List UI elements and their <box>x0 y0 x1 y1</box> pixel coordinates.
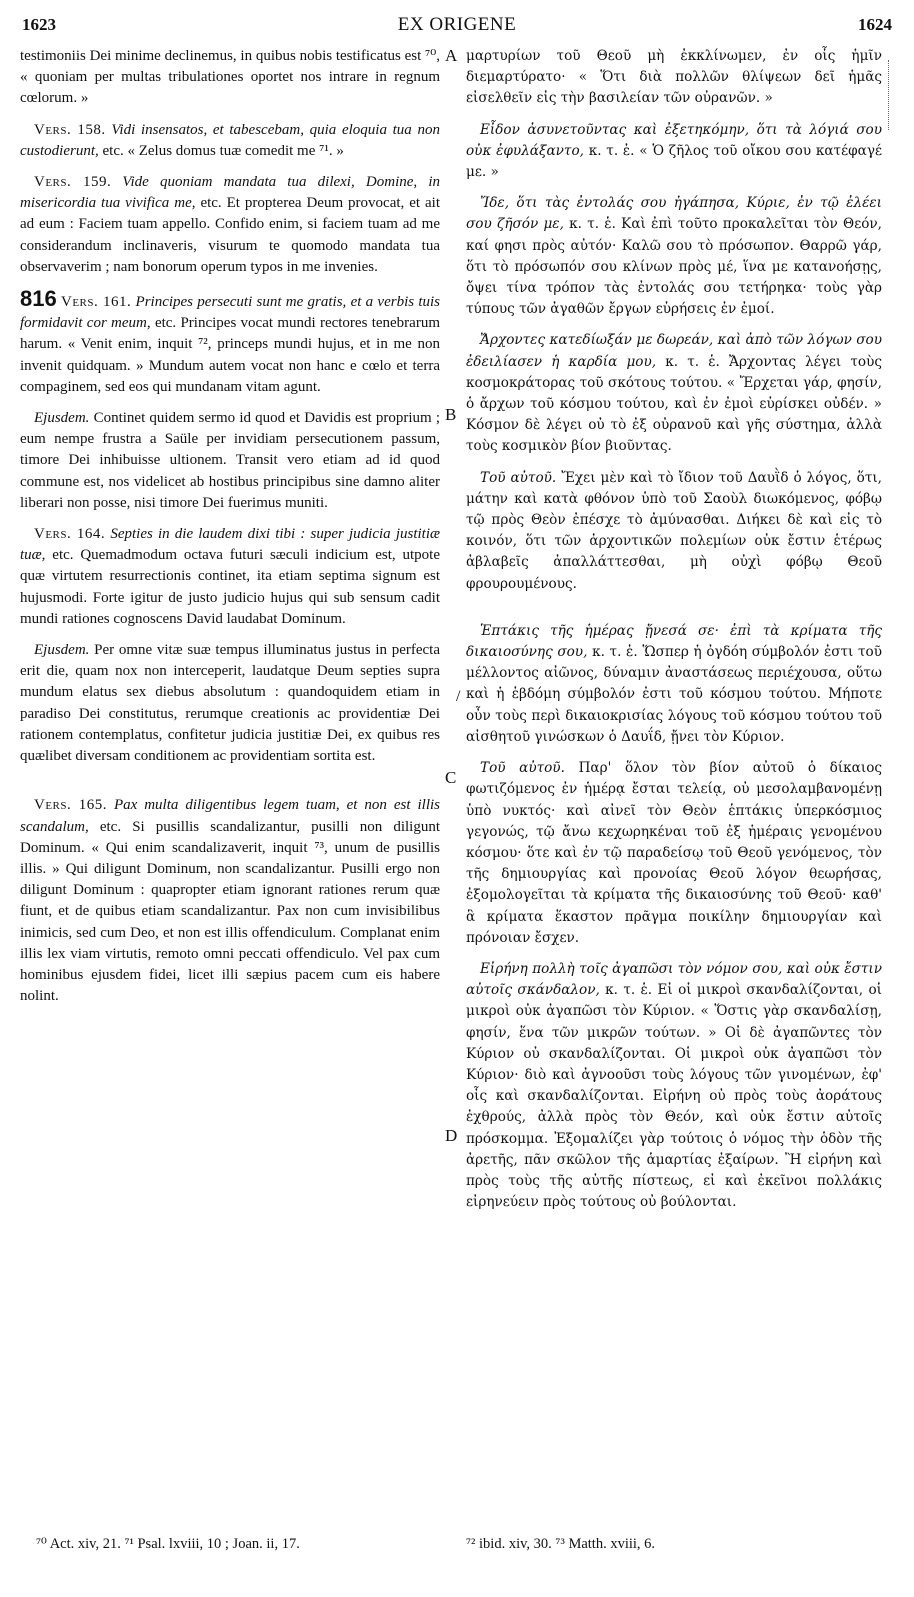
verse-number: Vers. 164. <box>34 526 106 543</box>
latin-text: Per omne vitæ suæ tempus illuminatus justus in perfecta erit die, quam nox non interceperit, laudatque Deum septies supra mundum elatus sex diebus absolutum : quandoquidem etiam in paradiso Dei constitutus, rerumque creationis ac providentiæ Dei rationem contemplatus, confitetur judicia justitiæ Dei, ex quibus res quælibet diversam conditionem ac providentiam sortita est. <box>20 642 440 765</box>
verse-lemma: Ἄρχοντες κατεδίωξάν με δωρεάν, καὶ ἀπὸ τῶν λόγων σου ἐδειλίασεν ἡ καρδία μου, <box>466 332 882 370</box>
section-marker-d: D <box>445 1126 458 1145</box>
latin-paragraph <box>20 46 440 110</box>
latin-column <box>20 46 440 1597</box>
verse-number: Vers. 158. <box>34 121 106 138</box>
verse-lemma: Pax multa diligentibus legem tuam, et non est illis scandalum, <box>20 797 440 835</box>
verse-lemma: Septies in die laudem dixi tibi : super judicia justitiæ tuæ, <box>20 526 440 564</box>
footnotes-right: ⁷² ibid. xiv, 30. ⁷³ Matth. xviii, 6. <box>466 1536 656 1552</box>
greek-text: Παρ' ὅλον τὸν βίον αὐτοῦ ὁ δίκαιος φωτιζόμενος ἐν ἡμέρᾳ ἔσται τελείᾳ, οὐ μεσολαμβανομένῃ ὑπὸ νυκτός· καὶ αἰνεῖ τὸν Θεὸν ἑπτάκις ὑπερκόσμιος γεγονώς, τῷ ἄνω κεχωρηκέναι τοῦ ἐξ ἡμέραις γενομένου κόσμου· ὅτε καὶ ἐν τῷ παραδείσῳ τοῦ Θεοῦ γενόμενος, τὸν τῆς δημιουργίας καὶ προνοίας Θεοῦ λόγον θεωρήσας, ἐξομολογεῖται τὰ κρίματα τῆς δικαιοσύνης τοῦ Θεοῦ· καθ' ἃ κρίματα ἕκαστον πρᾶγμα ποικίλην δημιουργίαν καὶ πρόνοιαν ἔσχεν. <box>466 760 882 946</box>
latin-paragraph <box>20 795 440 1007</box>
latin-text: Continet quidem sermo id quod et Davidis est proprium ; eum nempe frustra a Saüle per invidiam persecutionem passum, timore Dei inhibuisse ultionem. Transit vero etiam ad id quod commune est, nos videlicet ab hostibus principibus sine damno aliter liberari non posse, nisi timore Dei fuerimus muniti. <box>20 410 440 511</box>
section-marker-b: B <box>445 405 457 424</box>
footnotes-left: ⁷⁰ Act. xiv, 21. ⁷¹ Psal. lxviii, 10 ; Joan. ii, 17. <box>36 1536 300 1552</box>
verse-lemma: Εἶδον ἀσυνετοῦντας καὶ ἐξετηκόμην, ὅτι τὰ λόγιά σου οὐκ ἐφυλάξαντο, <box>466 121 882 159</box>
latin-text: etc. Quemadmodum octava futuri sæculi indicium est, utpote quæ virtutem resurrectionis continet, ita etiam septima signum est hujusmodi. Forte igitur de justo judicio hujus qui sub sensum cadit mundi rationes cognoscens David laudabat Dominum. <box>20 547 440 627</box>
greek-text: κ. τ. ἑ. Ἄρχοντας λέγει τοὺς κοσμοκράτορας τοῦ σκότους τούτου. « Ἔρχεται γάρ, φησίν, ὁ ἄρχων τοῦ κόσμου τούτου, καὶ ἐν ἐμοὶ εὑρίσκει οὐδέν. » Κόσμον δὲ λέγει οὐ τὸ ἐξ οὐρανοῦ καὶ γῆς σύστημα, ἀλλὰ τοὺς κοσμικὸν βίον βιοῦντας. <box>466 353 882 455</box>
margin-slash: / <box>456 688 461 705</box>
greek-text: κ. τ. ἑ. « Ὁ ζῆλος τοῦ οἴκου σου κατέφαγέ με. » <box>466 142 882 181</box>
right-page-number: 1624 <box>858 15 892 34</box>
verse-number: Vers. 165. <box>34 797 107 814</box>
verse-lemma: Principes persecuti sunt me gratis, et a verbis tuis formidavit cor meum, <box>20 294 440 332</box>
running-title: EX ORIGENE <box>397 14 517 35</box>
ejusdem-label: Τοῦ αὐτοῦ. <box>480 469 557 486</box>
latin-paragraph <box>20 408 440 514</box>
verse-lemma: Ἑπτάκις τῆς ἡμέρας ᾔνεσά σε· ἐπὶ τὰ κρίματα τῆς δικαιοσύνης σου, <box>466 622 882 661</box>
verse-lemma: Εἰρήνη πολλὴ τοῖς ἀγαπῶσι τὸν νόμον σου, καὶ οὐκ ἔστιν αὐτοῖς σκάνδαλον, <box>466 960 882 999</box>
latin-paragraph <box>20 288 440 398</box>
latin-text: etc. Principes vocat mundi rectores tenebrarum harum. « Venit enim, inquit ⁷², princeps mundi hujus, et in me non invenit quidquam. » Mundum autem vocat non hanc e cœlo et terra compaginem, sed eos qui mundanam vitam agunt. <box>20 315 440 395</box>
greek-paragraph <box>466 468 882 595</box>
latin-text: etc. « Zelus domus tuæ comedit me ⁷¹. » <box>102 142 344 159</box>
verse-lemma: Vide quoniam mandata tua dilexi, Domine, in misericordia tua vivifica me, <box>20 174 440 212</box>
verse-lemma: Ἴδε, ὅτι τὰς ἐντολάς σου ἠγάπησα, Κύριε, ἐν τῷ ἐλέει σου ζῆσόν με, <box>466 195 882 233</box>
left-page-number: 1623 <box>22 15 56 34</box>
greek-paragraph <box>466 330 882 457</box>
verse-lemma: Vidi insensatos, et tabescebam, quia eloquia tua non custodierunt, <box>20 121 440 159</box>
verse-number: Vers. 159. <box>34 174 112 191</box>
greek-text: μαρτυρίων τοῦ Θεοῦ μὴ ἐκκλίνωμεν, ἐν οἷς ἡμῖν διεμαρτύρατο· « Ὅτι διὰ πολλῶν θλίψεων δεῖ ἡμᾶς εἰσελθεῖν εἰς τὴν βασιλείαν τῶν οὐρανῶν. » <box>466 48 882 107</box>
latin-text: testimoniis Dei minime declinemus, in quibus nobis testificatus est ⁷⁰, « quoniam per multas tribulationes oportet nos intrare in regnum cœlorum. » <box>20 48 440 107</box>
greek-column <box>466 46 882 1597</box>
latin-paragraph <box>20 172 440 278</box>
greek-paragraph <box>466 120 882 184</box>
greek-paragraph <box>466 46 882 110</box>
greek-paragraph <box>466 758 882 949</box>
verse-number: Vers. 161. <box>60 294 132 311</box>
latin-paragraph <box>20 120 440 162</box>
ejusdem-label: Ejusdem. <box>34 642 90 659</box>
greek-paragraph <box>466 193 882 320</box>
section-marker-c: C <box>445 768 457 787</box>
ejusdem-label: Ejusdem. <box>34 410 90 427</box>
column-number: 816 <box>20 286 57 312</box>
ejusdem-label: Τοῦ αὐτοῦ. <box>480 760 565 777</box>
greek-text: κ. τ. ἑ. Ὥσπερ ἡ ὀγδόη σύμβολόν ἐστι τοῦ μέλλοντος αἰῶνος, δύναμιν ἀναστάσεως περιέχουσα, οὕτω καὶ ἡ ἑβδόμη σύμβολόν ἐστι τοῦ κόσμου τούτου. Μήποτε οὖν τοὺς περὶ δικαιοκρισίας λόγους τοῦ κόσμου τούτου τοῦ αἰσθητοῦ γινώσκων ὁ Δαυΐδ, ᾔνει τὸν Κύριον. <box>466 644 882 745</box>
latin-text: etc. Si pusillis scandalizantur, pusilli non diligunt Dominum. « Qui enim scandalizaverit, inquit ⁷³, unum de pusillis illis. » Qui diligunt Dominum, non scandalizantur. Pusilli ergo non diligunt Dominum : quapropter etiam ignorant rationes rerum quæ fiunt, et de quibus etiam scandalizantur. Pax non cum invisibilibus inimicis, sed cum Deo, et non est illis offendiculum. Complanat enim illis lex viam virtutis, remoto omni peccati offendiculo. Vel pax cum hominibus ejusdem fidei, licet illi sæpius pacem cum eis habere nolint. <box>20 818 440 1005</box>
greek-paragraph <box>466 621 882 748</box>
greek-text: κ. τ. ἑ. Καὶ ἐπὶ τοῦτο προκαλεῖται τὸν Θεόν, καί φησι πρὸς αὐτόν· Καλῶ σου τὸ πρόσωπον. Θαρρῶ γάρ, ὅτι τὸ πρόσωπόν σου κλίνων πρὸς μέ, ἵνα με κατανοήσῃς, ὄψει τίνα τρόπον τὰς ἐντολάς σου τετήρηκα· τοὺς γὰρ τύπους τῶν ἀγαθῶν ἔργων εὑρήσεις ἐν ἐμοί. <box>466 216 882 318</box>
latin-paragraph <box>20 524 440 630</box>
margin-rule <box>888 60 889 130</box>
section-marker-a: A <box>445 46 458 65</box>
greek-text: κ. τ. ἑ. Εἰ οἱ μικροὶ σκανδαλίζονται, οἱ μικροὶ οὐκ ἀγαπῶσι τὸν Κύριον. « Ὅστις γὰρ σκανδαλίσῃ, φησίν, ἕνα τῶν μικρῶν τούτων. » Οἱ δὲ ἀγαπῶντες τὸν Κύριον οὐ σκανδαλίζονται. Οἱ μικροὶ οὐκ ἀγαπῶσι τὸν Κύριον· διὸ καὶ ἀγνοοῦσι τοὺς λόγους τῶν γινομένων, ἐφ' οἷς καὶ σκανδαλίζονται. Εἰρήνη οὐ πρὸς τοὺς ἀοράτους ἐχθρούς, ἀλλὰ πρὸς τὸν Θεόν, καὶ οὐκ ἔστιν αὐτοῖς πρόσκομμα. Ἐξομαλίζει γὰρ τούτοις ὁ νόμος τὴν ὁδὸν τῆς ἀρετῆς, πᾶν σκῶλον τῆς ἁμαρτίας ἐξαίρων. Ἢ εἰρήνη καὶ πρὸς τοὺς τῆς αὐτῆς πίστεως, εἰ καὶ ἐκεῖνοι πολλάκις εἰρηνεύειν πρὸς τούτους οὐ βούλονται. <box>466 982 882 1211</box>
greek-text: Ἔχει μὲν καὶ τὸ ἴδιον τοῦ Δαυῒδ ὁ λόγος, ὅτι, μάτην καὶ κατὰ φθόνον ὑπὸ τοῦ Σαοὺλ διωκόμενος, φόβῳ τῷ πρὸς Θεὸν ἐπέσχε τὸ ἀμύνασθαι. Διήκει δὲ καὶ εἰς τὸ κοινόν, ὅτι τῶν ἀρχοντικῶν πολεμίων οὐκ ἔστιν ἑτέρως ἀβλαβεῖς ἀπαλλάττεσθαι, μὴ οὐχὶ φόβῳ Θεοῦ φρουρουμένους. <box>466 469 882 592</box>
greek-paragraph <box>466 959 882 1213</box>
latin-paragraph <box>20 640 440 767</box>
latin-text: etc. Et propterea Deum provocat, et ait ad eum : Faciem tuam appello. Confido enim, si faciem tuam ad me considerandum inclinaveris, visurum te quomodo mandata tua observaverim ; nam bonorum operum typos in me invenies. <box>20 195 440 275</box>
